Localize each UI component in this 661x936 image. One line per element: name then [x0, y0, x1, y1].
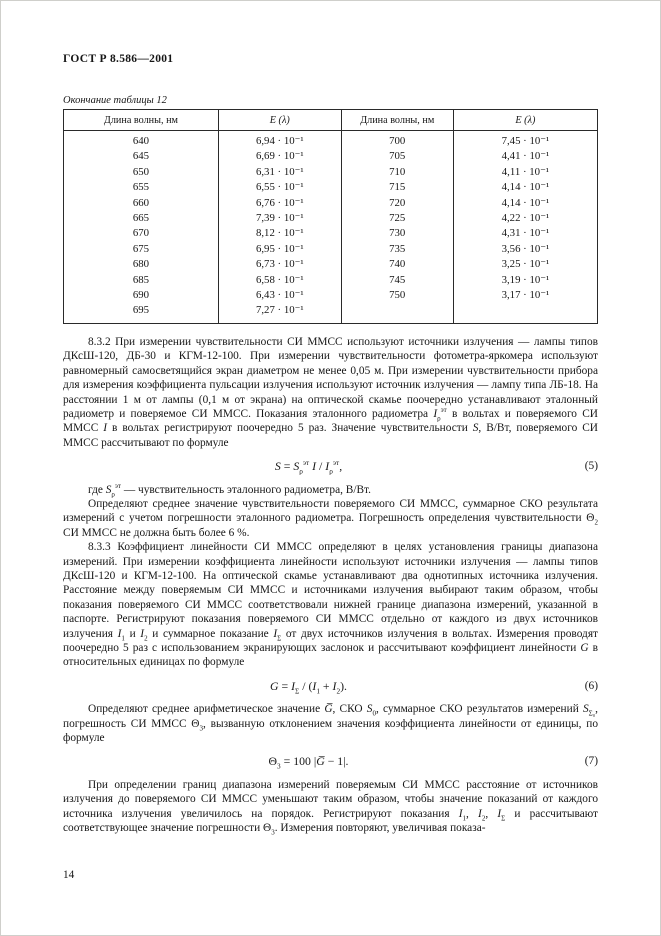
table-cell: 660: [132, 196, 150, 209]
table-cell: 695: [132, 304, 150, 317]
wavelength-table: [63, 109, 598, 324]
table-row: [64, 196, 598, 211]
table-cell: 735: [341, 242, 453, 257]
table-cell: [453, 303, 597, 323]
paragraph-sensitivity-error: Определяют среднее значение чувствительности поверяемого СИ ММСС, суммарное СКО результата измерений с учетом погрешности эталонного радиометра. Погрешность определения чувствительности $\Theta_2$ СИ ММСС не должна быть более 6 %.: [63, 497, 598, 539]
table-header: [64, 110, 598, 131]
table-row: [64, 257, 598, 272]
table-header-cell: E (λ): [218, 110, 341, 131]
table-cell: 700: [341, 131, 453, 150]
table-body: [64, 131, 598, 324]
table-cell: 3,56 · 10⁻¹: [453, 242, 597, 257]
table-cell: 665: [132, 212, 150, 225]
table-header-cell: E (λ): [453, 110, 597, 131]
table-header-cell: Длина волны, нм: [341, 110, 453, 131]
table-cell: 655: [132, 181, 150, 194]
formula-7: [63, 754, 598, 771]
table-cell: 4,14 · 10⁻¹: [453, 196, 597, 211]
table-cell: 675: [132, 242, 150, 255]
table-cell: 730: [341, 226, 453, 241]
table-cell: 670: [132, 227, 150, 240]
table-cell: 4,14 · 10⁻¹: [453, 180, 597, 195]
table-cell: 4,11 · 10⁻¹: [453, 165, 597, 180]
table-row: [64, 288, 598, 303]
table-cell: 6,73 · 10⁻¹: [218, 257, 341, 272]
formula-5-expression: $S = S_\rho^{эт}$ I / $I_\rho^{эт}$,: [274, 458, 343, 476]
table-row: [64, 242, 598, 257]
table-cell: 6,31 · 10⁻¹: [218, 165, 341, 180]
table-cell: 3,25 · 10⁻¹: [453, 257, 597, 272]
table-cell: 7,45 · 10⁻¹: [453, 131, 597, 150]
formula-5-number: (5): [584, 460, 598, 473]
table-row: [64, 303, 598, 323]
table-cell: 745: [341, 273, 453, 288]
table-cell: 650: [132, 165, 150, 178]
table-row: [64, 273, 598, 288]
table-cell: 725: [341, 211, 453, 226]
table-cell: 6,55 · 10⁻¹: [218, 180, 341, 195]
table-cell: 6,94 · 10⁻¹: [218, 131, 341, 150]
table-cell: 680: [132, 258, 150, 271]
table-cell: 4,31 · 10⁻¹: [453, 226, 597, 241]
table-cell: 3,19 · 10⁻¹: [453, 273, 597, 288]
table-cell: 4,22 · 10⁻¹: [453, 211, 597, 226]
table-cell: 4,41 · 10⁻¹: [453, 149, 597, 164]
formula-5-where-clause: где $S_\rho^{эт}$ — чувствительность эталонного радиометра, В/Вт.: [88, 481, 371, 498]
table-header-cell: Длина волны, нм: [64, 110, 219, 131]
table-cell: 740: [341, 257, 453, 272]
table-row: [64, 180, 598, 195]
table-cell: 690: [132, 289, 150, 302]
paragraph-range-limits: При определении границ диапазона измерений поверяемым СИ ММСС расстояние от источников излучения до поверяемого СИ ММСС уменьшают таким образом, чтобы значение показаний от каждого источника излучения увеличилось на порядок. Регистрируют показания $I_1$, $I_2$, $I_\Sigma$ и рассчитывают соответствующее значение погрешности $\Theta_3$. Измерения повторяют, увеличивая показа-: [63, 778, 599, 837]
table-header-row: [64, 110, 598, 131]
paragraph-8-3-2: 8.3.2 При измерении чувствительности СИ ММСС используют источники излучения — лампы типов ДКсШ-120, ДБ-30 и КГМ-12-100. При измерении чувствительности фотометра-яркомера используют равномерный самосветящийся экран диаметром не менее 0,05 м. При измерении чувствительности прибора для измерения коэффициента пульсации излучения используют источник излучения — лампу типа ЛБ-18. На расстоянии 1 м от лампы (0,1 м от экрана) на оптической скамье поочередно устанавливают эталонный радиометр и поверяемое СИ ММСС. Показания эталонного радиометра $I_\rho^{эт}$ в вольтах и поверяемого СИ ММСС I в вольтах регистрируют поочередно 5 раз. Значение чувствительности S, В/Вт, поверяемого СИ ММСС рассчитывают по формуле: [63, 335, 598, 449]
table-cell: 6,43 · 10⁻¹: [218, 288, 341, 303]
table-row: [64, 226, 598, 241]
formula-7-expression: $\Theta_3 = 100$ |G̅ − 1|.: [268, 754, 349, 771]
paragraph-8-3-3: 8.3.3 Коэффициент линейности СИ ММСС определяют в целях установления границы диапазона измерений. При измерении коэффициента линейности используют источники излучения — лампы типов ДКсШ-120 и КГМ-12-100. На оптической скамье устанавливают два однотипных источника излучения. Расстояние между поверяемым СИ ММСС и источниками излучения выбирают таким образом, чтобы показания поверяемого СИ ММСС соответствовали нижней границе диапазона измерений, указанной в паспорте. Регистрируют показания поверяемого СИ ММСС отдельно от каждого из двух источников излучения $I_1$ и $I_2$ и суммарное показание $I_\Sigma$ от двух источников излучения в вольтах. Измерения проводят поочередно 5 раз с использованием экранирующих заслонок и рассчитывают коэффициент линейности G в относительных единицах по формуле: [63, 541, 598, 669]
table-row: [64, 149, 598, 164]
page-number: 14: [63, 869, 75, 881]
table-row: [64, 131, 598, 150]
table-cell: 6,76 · 10⁻¹: [218, 196, 341, 211]
table-cell: 685: [132, 273, 150, 286]
formula-6-number: (6): [584, 679, 598, 692]
table-row: [64, 211, 598, 226]
formula-6-expression: $G = I_\Sigma / (I_1 + I_2)$.: [269, 678, 348, 696]
table-cell: 705: [341, 149, 453, 164]
table-cell: [341, 303, 453, 323]
paragraph-mean-value: Определяют среднее арифметическое значение G̅, СКО $S_0$, суммарное СКО результатов измерений $S_{\Sigma_0}$, погрешность СИ ММСС $\Theta_3$, вызванную отклонением значения коэффициента линейности от единицы, по формуле: [63, 703, 599, 745]
formula-7-number: (7): [584, 755, 598, 768]
table-cell: 6,69 · 10⁻¹: [218, 149, 341, 164]
table-cell: 720: [341, 196, 453, 211]
table-cell: 750: [341, 288, 453, 303]
table-row: [64, 165, 598, 180]
table-cell: 7,27 · 10⁻¹: [218, 303, 341, 323]
table-cell: 3,17 · 10⁻¹: [453, 288, 597, 303]
table-cell: 7,39 · 10⁻¹: [218, 211, 341, 226]
table-cell: 640: [132, 135, 150, 147]
formula-5: [63, 458, 598, 476]
formula-6: [63, 678, 598, 696]
table-cell: 6,58 · 10⁻¹: [218, 273, 341, 288]
table-cell: 8,12 · 10⁻¹: [218, 226, 341, 241]
document-body: [63, 335, 598, 836]
table-cell: 6,95 · 10⁻¹: [218, 242, 341, 257]
table-cell: 710: [341, 165, 453, 180]
table-cell: 715: [341, 180, 453, 195]
document-title: ГОСТ Р 8.586—2001: [63, 53, 174, 65]
table-cell: 645: [132, 150, 150, 163]
table-caption: Окончание таблицы 12: [63, 95, 167, 106]
